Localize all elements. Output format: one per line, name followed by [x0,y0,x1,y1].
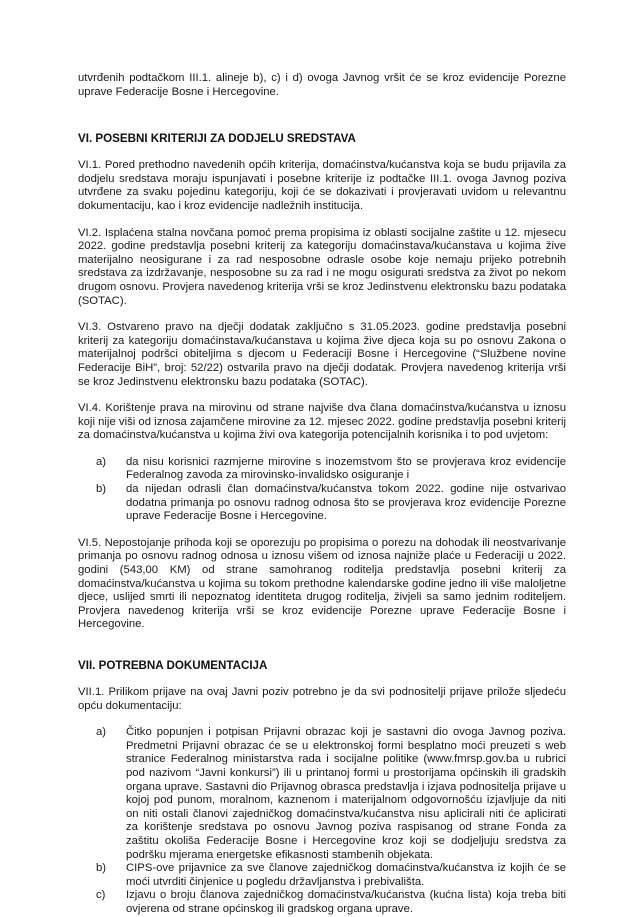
list-marker: c) [96,889,106,902]
paragraph-vii-1: VII.1. Prilikom prijave na ovaj Javni poziv potrebno je da svi podnositelji prijave prilože sljedeću opću dokumentaciju: [78,686,566,712]
list-item [78,483,566,524]
paragraph-vi-3: VI.3. Ostvareno pravo na dječji dodatak zaključno s 31.05.2023. godine predstavlja posebni kriterij za kategoriju domaćinstava/kućanstava u kojima žive djeca koja su po osnovu Zakona o materijalnoj podršci obiteljima s djecom u Federaciji Bosne i Hercegovine (“Službene novine Federacije BiH”, broj: 52/22) ostvarila pravo na dječji dodatak. Provjera navedenog kriterija vrši se kroz Jedinstvenu elektronsku bazu podataka (SOTAC). [78,321,566,388]
list-marker: a) [96,455,107,468]
paragraph-vi-1: VI.1. Pored prethodno navedenih općih kriterija, domaćinstva/kućanstva koja se budu prijavila za dodjelu sredstava moraju ispunjavati i posebne kriterije iz podtačke III.1. ovoga Javnog poziva utvrđene za svaku pojedinu kategoriju, koji će se dokazivati i provjeravati uvidom u relevantnu dokumentaciju, kao i kroz evidencije nadležnih institucija. [78,159,566,212]
section-vi-heading: VI. POSEBNI KRITERIJI ZA DODJELU SREDSTAVA [78,132,356,146]
list-item [78,862,566,889]
list-marker: a) [96,726,107,739]
list-item-text: Izjavu o broju članova zajedničkog domaćinstva/kućanstva (kućna lista) koja treba biti ovjerena od strane općinskog ili gradskog organa uprave. [126,889,566,915]
list-item-text: Čitko popunjen i potpisan Prijavni obrazac koji je sastavni dio ovoga Javnog poziva. Predmetni Prijavni obrazac će se u elektronskoj formi besplatno moći preuzeti s web stranice Federalnog ministarstva rada i socijalne politike (www.fmrsp.gov.ba u rubrici pod nazivom “Javni konkursi”) ili u printanoj formi u prostorijama općinskih ili gradskih organa uprave. Sastavni dio Prijavnog obrasca predstavlja i izjava podnositelja prijave u kojoj pod punom, moralnom, kaznenom i materijalnom odgovornošću izjavljuje da niti on niti ostali članovi zajedničkog domaćinstva/kućanstva nisu aplicirali niti će aplicirati za korištenje sredstava po osnovu Javnog poziva raspisanog od strane Fonda za zaštitu okoliša Federacije Bosne i Hercegovine kroz koji se dodjeljuju sredstva za podršku mjerama energetske efikasnosti stambenih objekata. [126,726,566,861]
list-item-text: da nisu korisnici razmjerne mirovine s inozemstvom što se provjerava kroz evidencije Federalnog zavoda za mirovinsko-invalidsko osiguranje i [126,455,566,482]
document-page [78,72,566,917]
list-item-text: da nijedan odrasli član domaćinstva/kućanstva tokom 2022. godine nije ostvarivao dodatna primanja po osnovu radnog odnosa što se provjerava kroz evidencije Porezne uprave Federacije Bosne i Hercegovine. [126,483,566,523]
intro-paragraph: utvrđenih podtačkom III.1. alineje b), c) i d) ovoga Javnog vršit će se kroz evidencije Porezne uprave Federacije Bosne i Hercegovine. [78,72,566,98]
list-item [78,456,566,483]
paragraph-vi-5: VI.5. Nepostojanje prihoda koji se oporezuju po propisima o porezu na dohodak ili neostvarivanje primanja po osnovu radnog odnosa u iznosu višem od iznosa najniže plaće u Federaciji u 2022. godini (543,00 KM) od strane samohranog roditelja predstavlja posebni kriterij za domaćinstva/kućanstva u kojima su tokom prethodne kalendarske godine jedno ili više maloljetne djece, uslijed smrti ili nepoznatog identiteta drugog roditelja, živjeli sa samo jednim roditeljem. Provjera navedenog kriterija vrši se kroz evidencije Porezne uprave Federacije Bosne i Hercegovine. [78,536,566,631]
list-item [78,726,566,862]
paragraph-vi-2: VI.2. Isplaćena stalna novčana pomoć prema propisima iz oblasti socijalne zaštite u 12. mjesecu 2022. godine predstavlja posebni kriterij za kategoriju domaćinstava/kućanstava u kojima žive materijalno neosigurane i za rad nesposobne odrasle osobe koje nemaju prijeko potrebnih sredstava za izdržavanje, nesposobne su za rad i ne mogu osigurati sredstva za život po nekom drugom osnovu. Provjera navedenog kriterija vrši se kroz Jedinstvenu elektronsku bazu podataka (SOTAC). [78,226,566,307]
list-item [78,889,566,916]
list-marker: b) [96,483,107,496]
list-marker: b) [96,862,107,875]
list-item-text: CIPS-ove prijavnice za sve članove zajedničkog domaćinstva/kućanstva iz kojih će se moći utvrditi činjenice u pogledu državljanstva i prebivališta. [126,862,566,888]
vi-4-conditions-list [78,456,566,524]
paragraph-vi-4: VI.4. Korištenje prava na mirovinu od strane najviše dva člana domaćinstva/kućanstva u iznosu koji nije viši od iznosa zajamčene mirovine za 12. mjesec 2022. godine predstavlja posebni kriterij za domaćinstva/kućanstva u kojima živi ova kategorija potencijalnih korisnika i to pod uvjetom: [78,402,566,442]
section-vii-heading: VII. POTREBNA DOKUMENTACIJA [78,659,268,672]
vii-1-documents-list [78,726,566,916]
